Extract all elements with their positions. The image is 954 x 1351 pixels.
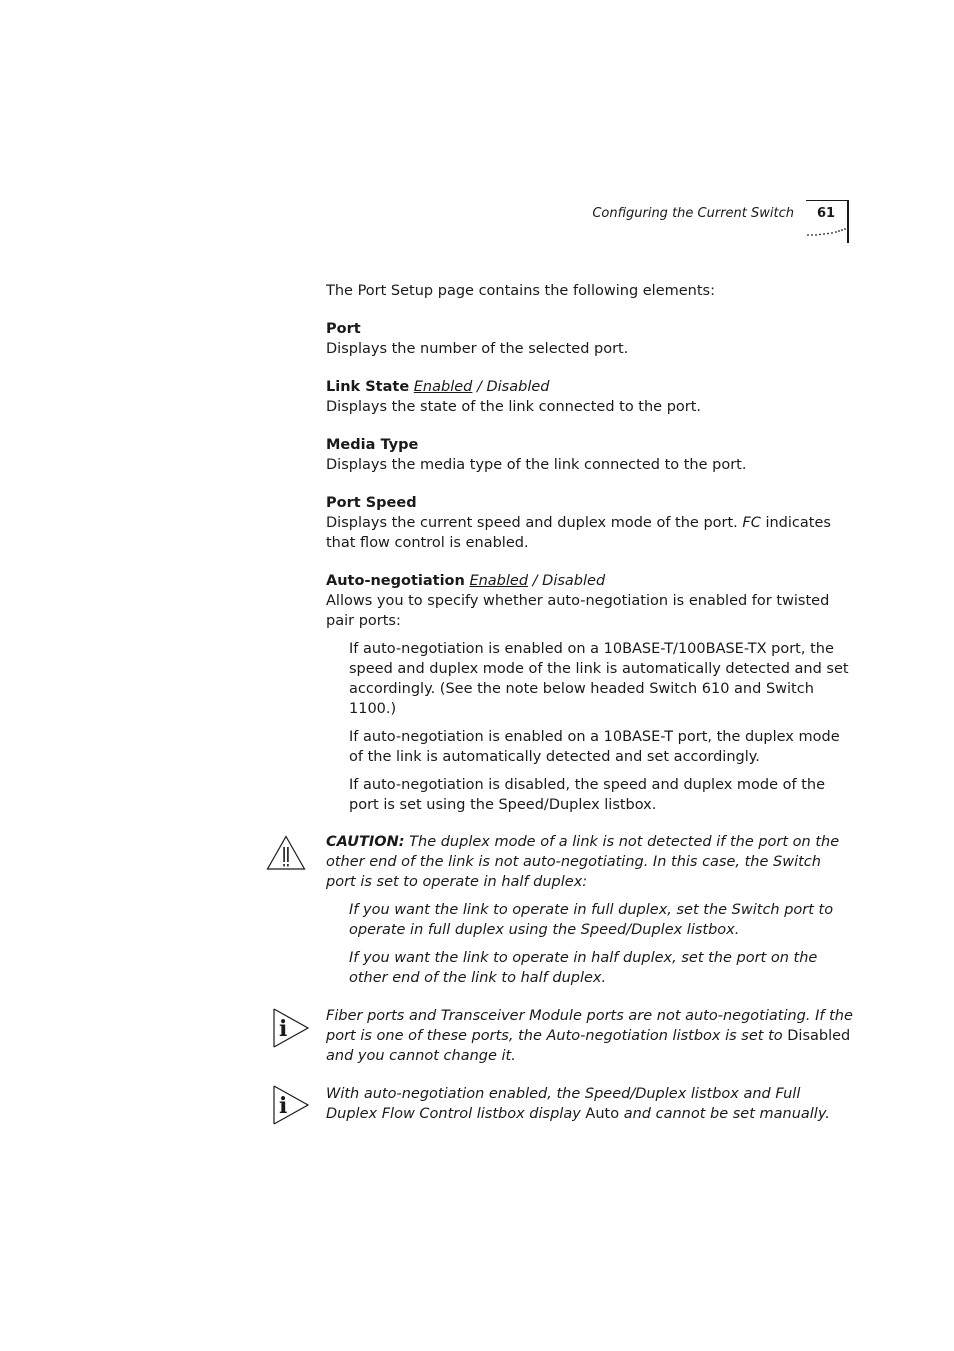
page-tab-dots <box>806 226 848 238</box>
note-pre: With auto-negotiation enabled, the Speed/Duplex listbox and Full Duplex Flow Control listbox display <box>326 1086 801 1122</box>
note-post: and cannot be set manually. <box>619 1106 830 1122</box>
caution-block <box>326 832 854 996</box>
option-disabled: Disabled <box>542 573 606 589</box>
option-separator: / <box>472 379 487 395</box>
page-tab-top-rule <box>806 200 849 201</box>
item-link-state <box>326 377 854 417</box>
running-header-title: Configuring the Current Switch <box>592 206 794 221</box>
list-item: If you want the link to operate in full duplex, set the Switch port to operate in full duplex using the Speed/Duplex listbox. <box>349 902 834 938</box>
svg-text:i: i <box>279 1093 288 1119</box>
note-value: Disabled <box>787 1028 851 1044</box>
item-desc-pre: Displays the current speed and duplex mode of the port. <box>326 515 743 531</box>
caution-text <box>326 832 854 892</box>
list-item: If auto-negotiation is disabled, the speed and duplex mode of the port is set using the Speed/Duplex listbox. <box>349 777 826 813</box>
item-desc: Allows you to specify whether auto-negotiation is enabled for twisted pair ports: <box>326 593 830 629</box>
caution-body: The duplex mode of a link is not detected if the port on the other end of the link is not auto-negotiating. In this case, the Switch port is set to operate in half duplex: <box>326 834 840 890</box>
item-desc: Displays the state of the link connected to the port. <box>326 399 702 415</box>
svg-text:i: i <box>279 1016 288 1042</box>
page-number: 61 <box>817 206 836 221</box>
list-item: If auto-negotiation is enabled on a 10BASE-T port, the duplex mode of the link is automatically detected and set accordingly. <box>349 729 840 765</box>
item-desc-post: indicates that flow control is enabled. <box>326 515 831 551</box>
option-separator: / <box>528 573 543 589</box>
item-desc: Displays the number of the selected port. <box>326 341 629 357</box>
info-note-icon <box>272 1085 310 1125</box>
item-port-speed <box>326 493 854 553</box>
note-value: Auto <box>585 1106 620 1122</box>
note-fiber-ports <box>326 1006 854 1066</box>
caution-label: CAUTION: <box>326 834 405 850</box>
note-auto-negotiation <box>326 1084 854 1124</box>
note-pre: Fiber ports and Transceiver Module ports are not auto-negotiating. If the port is one of these ports, the Auto-negotiation listbox is set to <box>326 1008 853 1044</box>
item-desc-fc: FC <box>742 515 761 531</box>
main-content <box>326 281 854 823</box>
item-title: Link State <box>326 379 410 395</box>
item-desc <box>326 513 854 553</box>
item-port <box>326 319 854 359</box>
option-enabled: Enabled <box>413 379 473 395</box>
info-note-icon <box>272 1008 310 1048</box>
item-title: Port <box>326 321 361 337</box>
note-post: and you cannot change it. <box>326 1048 516 1064</box>
option-enabled: Enabled <box>469 573 529 589</box>
item-title: Media Type <box>326 437 419 453</box>
item-media-type <box>326 435 854 475</box>
item-auto-negotiation <box>326 571 854 631</box>
list-item: If you want the link to operate in half duplex, set the port on the other end of the link to half duplex. <box>349 950 818 986</box>
item-title: Port Speed <box>326 495 417 511</box>
warning-triangle-icon <box>266 835 306 871</box>
item-desc: Displays the media type of the link connected to the port. <box>326 457 747 473</box>
intro-text: The Port Setup page contains the following elements: <box>326 283 715 299</box>
item-title: Auto-negotiation <box>326 573 465 589</box>
list-item: If auto-negotiation is enabled on a 10BASE-T/100BASE-TX port, the speed and duplex mode of the link is automatically detected and set accordingly. (See the note below headed Switch 610 and Switch 1100.) <box>349 641 849 717</box>
option-disabled: Disabled <box>486 379 550 395</box>
